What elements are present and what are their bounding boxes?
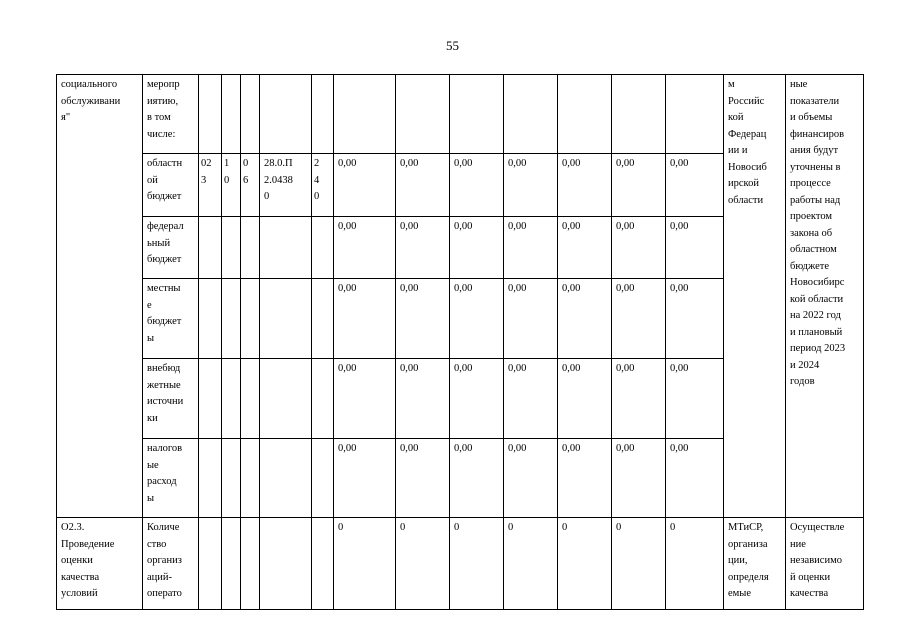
value-cell: 0,00 [334, 359, 396, 439]
funding-source: налогов ые расход ы [143, 439, 199, 518]
code-cell: 2 4 0 [312, 154, 334, 217]
value-cell: 0,00 [450, 217, 504, 279]
value-cell: 0,00 [396, 359, 450, 439]
value-cell: 0,00 [396, 279, 450, 359]
table-row [57, 518, 864, 610]
code-cell: 02 3 [199, 154, 222, 217]
value-cell: 0,00 [504, 439, 558, 518]
value-cell: 0,00 [334, 439, 396, 518]
code-cell: 0 6 [241, 154, 260, 217]
value-cell: 0,00 [396, 217, 450, 279]
value-cell: 0,00 [504, 359, 558, 439]
value-cell: 0,00 [504, 154, 558, 217]
value-cell: 0,00 [504, 217, 558, 279]
code-cell: 28.0.П 2.0438 0 [260, 154, 312, 217]
value-cell: 0,00 [612, 439, 666, 518]
value-cell: 0,00 [558, 439, 612, 518]
value-cell: 0 [558, 518, 612, 610]
page-number: 55 [446, 38, 459, 53]
value-cell: 0,00 [612, 279, 666, 359]
value-cell: 0,00 [666, 359, 724, 439]
value-cell: 0,00 [612, 359, 666, 439]
value-cell: 0,00 [558, 154, 612, 217]
value-cell: 0 [450, 518, 504, 610]
responsible-cell: м Российс кой Федерац ии и Новосиб ирской области [724, 75, 786, 518]
value-cell: 0 [666, 518, 724, 610]
value-cell: 0 [612, 518, 666, 610]
value-cell: 0,00 [334, 217, 396, 279]
code-cell: 1 0 [222, 154, 241, 217]
goal-cell: О2.3. Проведение оценки качества условий [57, 518, 143, 610]
note-cell: Осуществле ние независимо й оценки качества [786, 518, 864, 610]
value-cell: 0,00 [558, 359, 612, 439]
value-cell: 0,00 [666, 154, 724, 217]
value-cell: 0,00 [612, 217, 666, 279]
value-cell: 0,00 [558, 279, 612, 359]
value-cell: 0,00 [666, 439, 724, 518]
value-cell: 0,00 [450, 359, 504, 439]
funding-source: федерал ьный бюджет [143, 217, 199, 279]
measure-cell: Количе ство организ аций- операто [143, 518, 199, 610]
funding-source: внебюд жетные источни ки [143, 359, 199, 439]
funding-source: местны е бюджет ы [143, 279, 199, 359]
value-cell: 0,00 [612, 154, 666, 217]
value-cell: 0 [334, 518, 396, 610]
measure-cell: меропр иятию, в том числе: [143, 75, 199, 154]
goal-cell: социального обслуживани я" [57, 75, 143, 518]
value-cell: 0,00 [396, 439, 450, 518]
value-cell: 0,00 [450, 279, 504, 359]
value-cell: 0,00 [334, 154, 396, 217]
note-cell: ные показатели и объемы финансиров ания будут уточнены в процессе работы над проектом закона об областном бюджете Новосибирс кой области на 2022 год и плановый период 2023 и 2024 годов [786, 75, 864, 518]
program-table [56, 74, 864, 610]
value-cell: 0,00 [334, 279, 396, 359]
table-row [57, 75, 864, 154]
value-cell: 0,00 [450, 439, 504, 518]
funding-source: областн ой бюджет [143, 154, 199, 217]
value-cell: 0,00 [666, 217, 724, 279]
value-cell: 0,00 [450, 154, 504, 217]
value-cell: 0,00 [396, 154, 450, 217]
value-cell: 0,00 [558, 217, 612, 279]
responsible-cell: МТиСР, организа ции, определя емые [724, 518, 786, 610]
value-cell: 0,00 [666, 279, 724, 359]
value-cell: 0 [396, 518, 450, 610]
value-cell: 0 [504, 518, 558, 610]
value-cell: 0,00 [504, 279, 558, 359]
